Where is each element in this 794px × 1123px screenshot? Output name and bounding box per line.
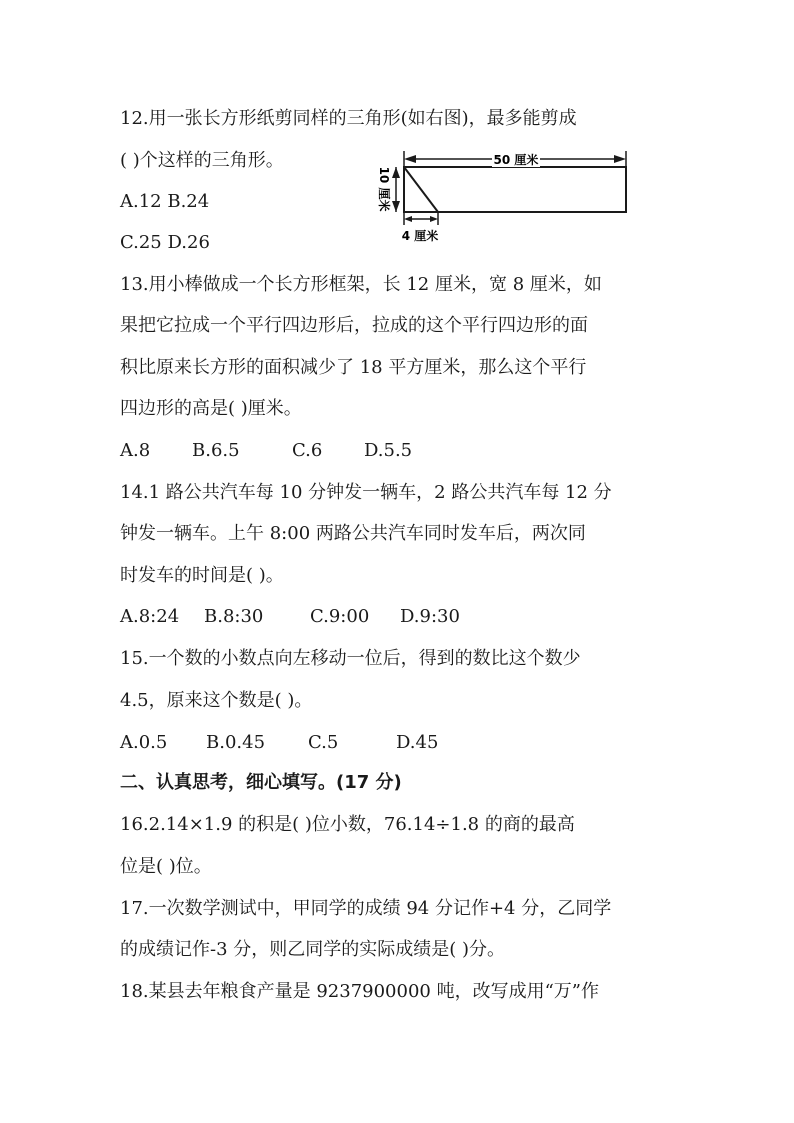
q13-line-1: 13.用小棒做成一个长方形框架，长 12 厘米，宽 8 厘米，如 — [120, 274, 602, 295]
q15-options — [120, 731, 438, 755]
rectangle-triangle-figure — [360, 145, 635, 245]
figure-length-label: 50 厘米 — [493, 153, 539, 167]
q16-line-2: 位是( )位。 — [120, 856, 212, 877]
q15-option-b: B.0.45 — [206, 732, 266, 753]
q17-line-1: 17.一次数学测试中，甲同学的成绩 94 分记作+4 分，乙同学 — [120, 898, 612, 919]
q15-option-c: C.5 — [308, 732, 339, 753]
q13-option-d: D.5.5 — [364, 440, 413, 461]
q18-line-1: 18.某县去年粮食产量是 9237900000 吨，改写成用“万”作 — [120, 981, 599, 1002]
q12-options-ab: A.12 B.24 — [120, 191, 210, 212]
q13-option-c: C.6 — [292, 440, 323, 461]
q12-options-cd: C.25 D.26 — [120, 232, 210, 253]
figure-base-label: 4 厘米 — [401, 229, 439, 243]
q16-line-1: 16.2.14×1.9 的积是( )位小数，76.14÷1.8 的商的最高 — [120, 814, 575, 835]
q13-line-4: 四边形的高是( )厘米。 — [120, 398, 302, 419]
q14-option-a: A.8:24 — [120, 606, 180, 627]
q14-option-c: C.9:00 — [310, 606, 370, 627]
q14-line-1: 14.1 路公共汽车每 10 分钟发一辆车，2 路公共汽车每 12 分 — [120, 482, 612, 503]
q14-line-2: 钟发一辆车。上午 8:00 两路公共汽车同时发车后，两次同 — [120, 523, 586, 544]
q14-line-3: 时发车的时间是( )。 — [120, 565, 284, 586]
q13-option-a: A.8 — [120, 440, 151, 461]
q15-line-2: 4.5，原来这个数是( )。 — [120, 690, 313, 711]
q13-line-3: 积比原来长方形的面积减少了 18 平方厘米，那么这个平行 — [120, 357, 587, 378]
q13-line-2: 果把它拉成一个平行四边形后，拉成的这个平行四边形的面 — [120, 315, 588, 336]
q12-line-2: ( )个这样的三角形。 — [120, 150, 284, 171]
q15-option-a: A.0.5 — [120, 732, 168, 753]
section-2-title: 二、认真思考，细心填写。(17 分) — [120, 772, 402, 793]
q14-option-d: D.9:30 — [400, 606, 460, 627]
q15-line-1: 15.一个数的小数点向左移动一位后，得到的数比这个数少 — [120, 648, 581, 669]
q12-line-1: 12.用一张长方形纸剪同样的三角形(如右图)，最多能剪成 — [120, 108, 577, 129]
q17-line-2: 的成绩记作-3 分，则乙同学的实际成绩是( )分。 — [120, 939, 506, 960]
q13-options — [120, 439, 412, 463]
q14-option-b: B.8:30 — [204, 606, 264, 627]
q15-option-d: D.45 — [396, 732, 439, 753]
figure-width-label: 10 厘米 — [377, 166, 391, 212]
q14-options — [120, 605, 460, 629]
q13-option-b: B.6.5 — [192, 440, 240, 461]
